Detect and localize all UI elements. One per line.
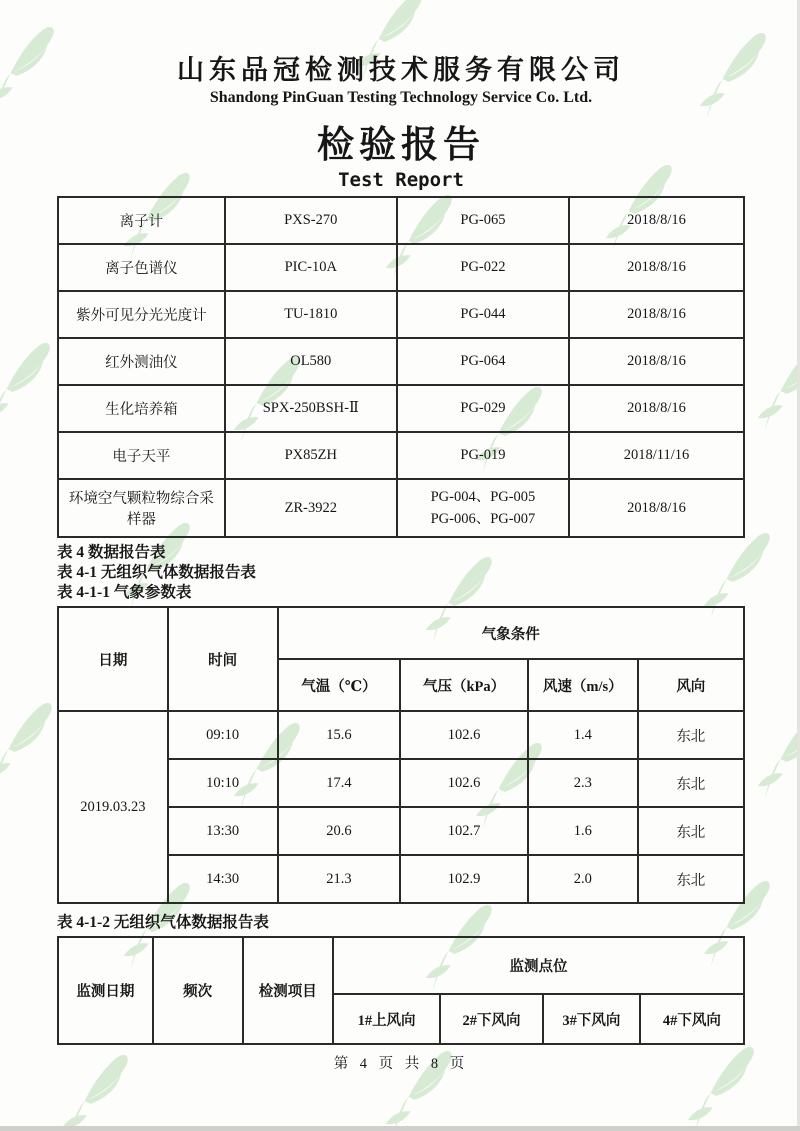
gas-table-body <box>58 937 744 1044</box>
col-header-point-2: 2#下风向 <box>440 994 543 1044</box>
col-header-point-4: 4#下风向 <box>640 994 744 1044</box>
instrument-cell-date: 2018/8/16 <box>569 385 744 432</box>
instrument-cell-code: PG-065 <box>397 197 569 244</box>
page-number: 第 4 页 共 8 页 <box>333 1056 469 1072</box>
scan-edge-bottom <box>0 1126 800 1131</box>
heading-table-4-1: 表 4-1 无组织气体数据报告表 <box>57 564 256 581</box>
instrument-cell-code <box>397 479 569 537</box>
instrument-cell-name: 离子色谱仪 <box>58 244 225 291</box>
weather-cell-temp: 20.6 <box>278 807 401 855</box>
weather-cell-speed: 1.6 <box>528 807 638 855</box>
weather-cell-dir: 东北 <box>638 855 744 903</box>
instrument-row <box>58 338 744 385</box>
instrument-row <box>58 244 744 291</box>
company-name-cn: 山东品冠检测技术服务有限公司 <box>177 55 625 85</box>
weather-cell-pressure: 102.9 <box>400 855 528 903</box>
heading-table-4-1-2: 表 4-1-2 无组织气体数据报告表 <box>57 914 269 931</box>
instrument-cell-model: PX85ZH <box>225 432 397 479</box>
instrument-cell-model: ZR-3922 <box>225 479 397 537</box>
weather-cell-temp: 15.6 <box>278 711 401 759</box>
instrument-cell-code: PG-044 <box>397 291 569 338</box>
weather-cell-pressure: 102.7 <box>400 807 528 855</box>
instrument-cell-model: TU-1810 <box>225 291 397 338</box>
instrument-cell-name: 环境空气颗粒物综合采样器 <box>58 479 225 537</box>
company-name-en: Shandong PinGuan Testing Technology Service Co. Ltd. <box>209 89 593 106</box>
col-header-condition: 气象条件 <box>278 607 745 659</box>
weather-cell-dir: 东北 <box>638 759 744 807</box>
instrument-row <box>58 432 744 479</box>
instrument-cell-date: 2018/8/16 <box>569 244 744 291</box>
col-header-wind-speed: 风速（m/s） <box>528 659 638 711</box>
col-header-test-item: 检测项目 <box>243 937 334 1044</box>
weather-table <box>57 606 745 904</box>
instrument-cell-model: SPX-250BSH-Ⅱ <box>225 385 397 432</box>
instrument-cell-code: PG-029 <box>397 385 569 432</box>
instrument-cell-name: 离子计 <box>58 197 225 244</box>
instrument-cell-code-line: PG-004、PG-005 <box>430 488 536 505</box>
instrument-cell-model: PXS-270 <box>225 197 397 244</box>
instrument-cell-name: 生化培养箱 <box>58 385 225 432</box>
weather-cell-time: 13:30 <box>168 807 278 855</box>
weather-cell-speed: 2.0 <box>528 855 638 903</box>
instrument-row <box>58 197 744 244</box>
heading-table-4: 表 4 数据报告表 <box>57 544 166 561</box>
col-header-frequency: 频次 <box>153 937 243 1044</box>
col-header-point-1: 1#上风向 <box>333 994 440 1044</box>
weather-cell-dir: 东北 <box>638 711 744 759</box>
weather-cell-speed: 2.3 <box>528 759 638 807</box>
weather-cell-speed: 1.4 <box>528 711 638 759</box>
instrument-cell-code: PG-019 <box>397 432 569 479</box>
instrument-cell-model: PIC-10A <box>225 244 397 291</box>
weather-cell-temp: 17.4 <box>278 759 401 807</box>
instrument-cell-date: 2018/8/16 <box>569 479 744 537</box>
col-header-time: 时间 <box>168 607 278 711</box>
instrument-table <box>57 196 745 538</box>
instrument-cell-name: 电子天平 <box>58 432 225 479</box>
weather-cell-time: 09:10 <box>168 711 278 759</box>
col-header-wind-direction: 风向 <box>638 659 744 711</box>
instrument-cell-date: 2018/8/16 <box>569 291 744 338</box>
instrument-row <box>58 479 744 537</box>
report-content <box>0 54 800 1073</box>
instrument-row <box>58 385 744 432</box>
weather-table-body <box>58 607 744 903</box>
heading-table-4-1-1: 表 4-1-1 气象参数表 <box>57 584 192 601</box>
section-headings <box>57 543 745 603</box>
weather-cell-time: 10:10 <box>168 759 278 807</box>
col-header-point-3: 3#下风向 <box>543 994 640 1044</box>
gas-monitoring-table <box>57 936 745 1045</box>
instrument-cell-date: 2018/11/16 <box>569 432 744 479</box>
instrument-cell-code: PG-064 <box>397 338 569 385</box>
instrument-table-body <box>58 197 744 537</box>
weather-cell-dir: 东北 <box>638 807 744 855</box>
report-title-en: Test Report <box>338 169 464 191</box>
gas-header-row-1 <box>58 937 744 994</box>
weather-cell-time: 14:30 <box>168 855 278 903</box>
weather-cell-pressure: 102.6 <box>400 711 528 759</box>
col-header-monitor-points: 监测点位 <box>333 937 744 994</box>
instrument-row <box>58 291 744 338</box>
report-title-cn: 检验报告 <box>317 125 485 166</box>
weather-row <box>58 711 744 759</box>
weather-cell-date: 2019.03.23 <box>58 711 168 903</box>
instrument-cell-code: PG-022 <box>397 244 569 291</box>
col-header-pressure: 气压（kPa） <box>400 659 528 711</box>
weather-cell-pressure: 102.6 <box>400 759 528 807</box>
instrument-cell-date: 2018/8/16 <box>569 197 744 244</box>
col-header-monitor-date: 监测日期 <box>58 937 153 1044</box>
weather-cell-temp: 21.3 <box>278 855 401 903</box>
instrument-cell-name: 红外测油仪 <box>58 338 225 385</box>
weather-header-row-1 <box>58 607 744 659</box>
instrument-cell-code-line: PG-006、PG-007 <box>430 511 536 527</box>
instrument-cell-date: 2018/8/16 <box>569 338 744 385</box>
instrument-cell-name: 紫外可见分光光度计 <box>58 291 225 338</box>
instrument-cell-model: OL580 <box>225 338 397 385</box>
col-header-date: 日期 <box>58 607 168 711</box>
col-header-temperature: 气温（℃） <box>278 659 401 711</box>
